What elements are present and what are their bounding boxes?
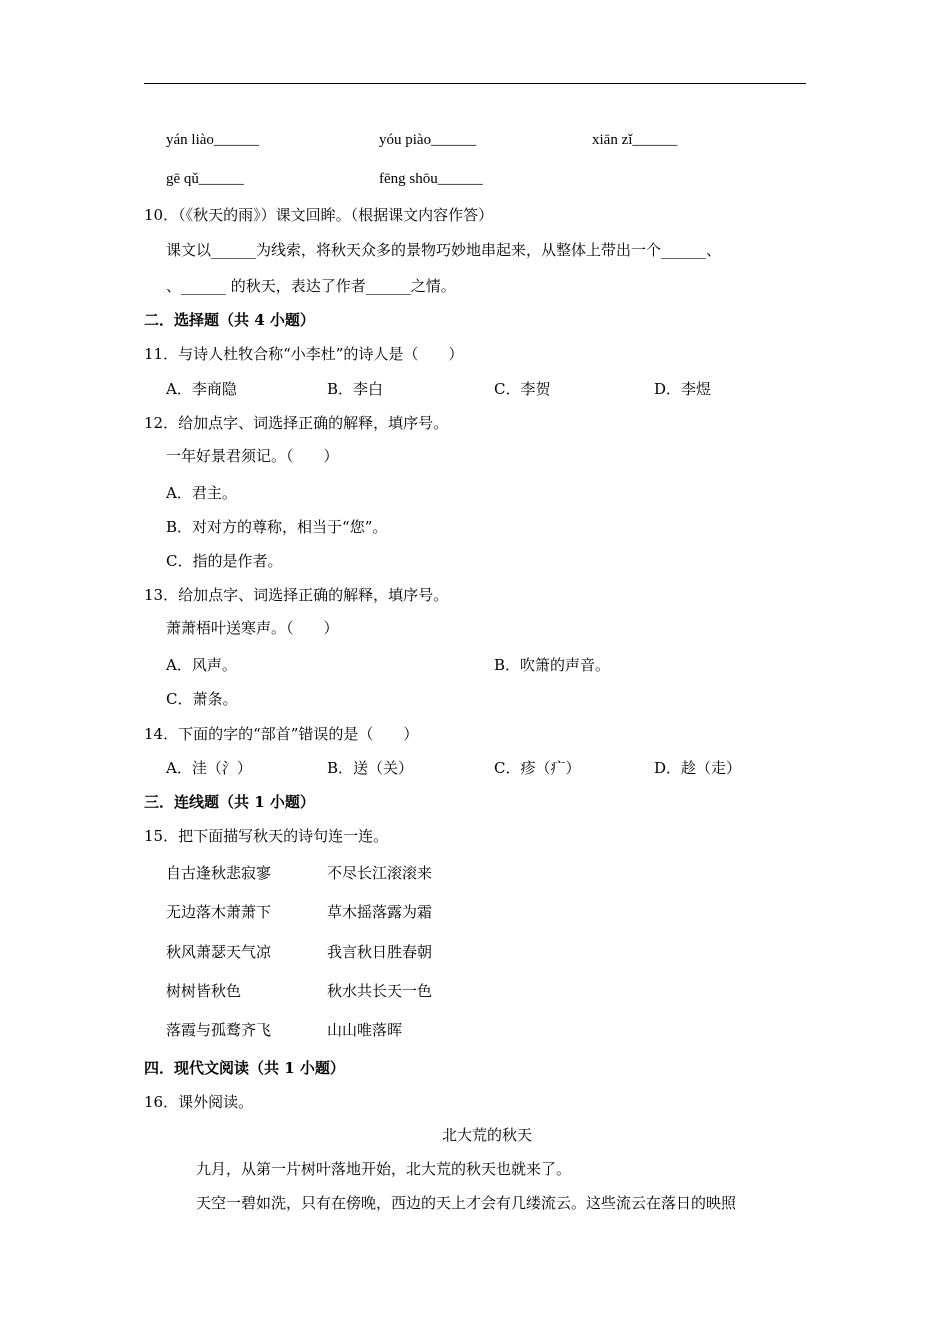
q10-line2: 、______ 的秋天，表达了作者______之情。 — [166, 277, 456, 295]
q15-left-item: 落霞与孤鹜齐飞 — [166, 1021, 272, 1039]
q15-right-item: 秋水共长天一色 — [327, 982, 433, 1000]
q15-stem: 15．把下面描写秋天的诗句连一连。 — [144, 827, 389, 845]
q10-stem: 10．（《秋天的雨》）课文回眸。（根据课文内容作答） — [144, 206, 494, 224]
q15-left-item: 自古逢秋悲寂寥 — [166, 864, 272, 882]
q12-option-a: A．君主。 — [166, 484, 237, 502]
q13-option-c: C．萧条。 — [166, 690, 238, 708]
section-title: 二．选择题（共 4 小题） — [144, 311, 315, 329]
q12-sentence: 一年好景君须记。（ ） — [166, 447, 339, 465]
pinyin-item: yán liào______ — [166, 132, 259, 148]
q15-left-item: 树树皆秋色 — [166, 982, 242, 1000]
section-title: 三．连线题（共 1 小题） — [144, 793, 315, 811]
pinyin-item: xiān zǐ______ — [592, 132, 678, 148]
q14-option-a: A．洼（氵） — [166, 759, 252, 777]
q13-option-a: A．风声。 — [166, 656, 237, 674]
q10-line1: 课文以______为线索，将秋天众多的景物巧妙地串起来，从整体上带出一个______、 — [166, 241, 722, 259]
header-rule — [144, 83, 806, 84]
q15-right-item: 我言秋日胜春朝 — [327, 943, 433, 961]
section-title: 四．现代文阅读（共 1 小题） — [144, 1059, 345, 1077]
passage-title: 北大荒的秋天 — [441, 1126, 532, 1144]
q12-option-b: B．对对方的尊称，相当于“您”。 — [166, 518, 388, 536]
pinyin-item: gē qǔ______ — [166, 171, 244, 187]
q14-option-d: D．趁（走） — [654, 759, 742, 777]
passage-paragraph: 天空一碧如洗，只有在傍晚，西边的天上才会有几缕流云。这些流云在落日的映照 — [196, 1194, 737, 1212]
q14-option-c: C．疹（疒） — [494, 759, 581, 777]
q12-option-c: C．指的是作者。 — [166, 552, 283, 570]
q13-option-b: B．吹箫的声音。 — [494, 656, 611, 674]
q11-option-d: D．李煜 — [654, 380, 712, 398]
passage-paragraph: 九月，从第一片树叶落地开始，北大荒的秋天也就来了。 — [196, 1160, 572, 1178]
q13-sentence: 萧萧梧叶送寒声。（ ） — [166, 619, 339, 637]
q15-left-item: 无边落木萧萧下 — [166, 903, 272, 921]
q11-option-c: C．李贺 — [494, 380, 551, 398]
q12-stem: 12．给加点字、词选择正确的解释，填序号。 — [144, 414, 449, 432]
q13-stem: 13．给加点字、词选择正确的解释，填序号。 — [144, 586, 449, 604]
q14-option-b: B．送（关） — [327, 759, 414, 777]
pinyin-item: fēng shōu______ — [379, 171, 483, 187]
q11-option-b: B．李白 — [327, 380, 384, 398]
q14-stem: 14．下面的字的“部首”错误的是（ ） — [144, 725, 419, 743]
q15-right-item: 草木摇落露为霜 — [327, 903, 433, 921]
pinyin-item: yóu piào______ — [379, 132, 477, 148]
q15-right-item: 山山唯落晖 — [327, 1021, 403, 1039]
q11-option-a: A．李商隐 — [166, 380, 237, 398]
q16-stem: 16．课外阅读。 — [144, 1093, 254, 1111]
q15-right-item: 不尽长江滚滚来 — [327, 864, 433, 882]
q11-stem: 11．与诗人杜牧合称“小李杜”的诗人是（ ） — [144, 345, 464, 363]
q15-left-item: 秋风萧瑟天气凉 — [166, 943, 272, 961]
